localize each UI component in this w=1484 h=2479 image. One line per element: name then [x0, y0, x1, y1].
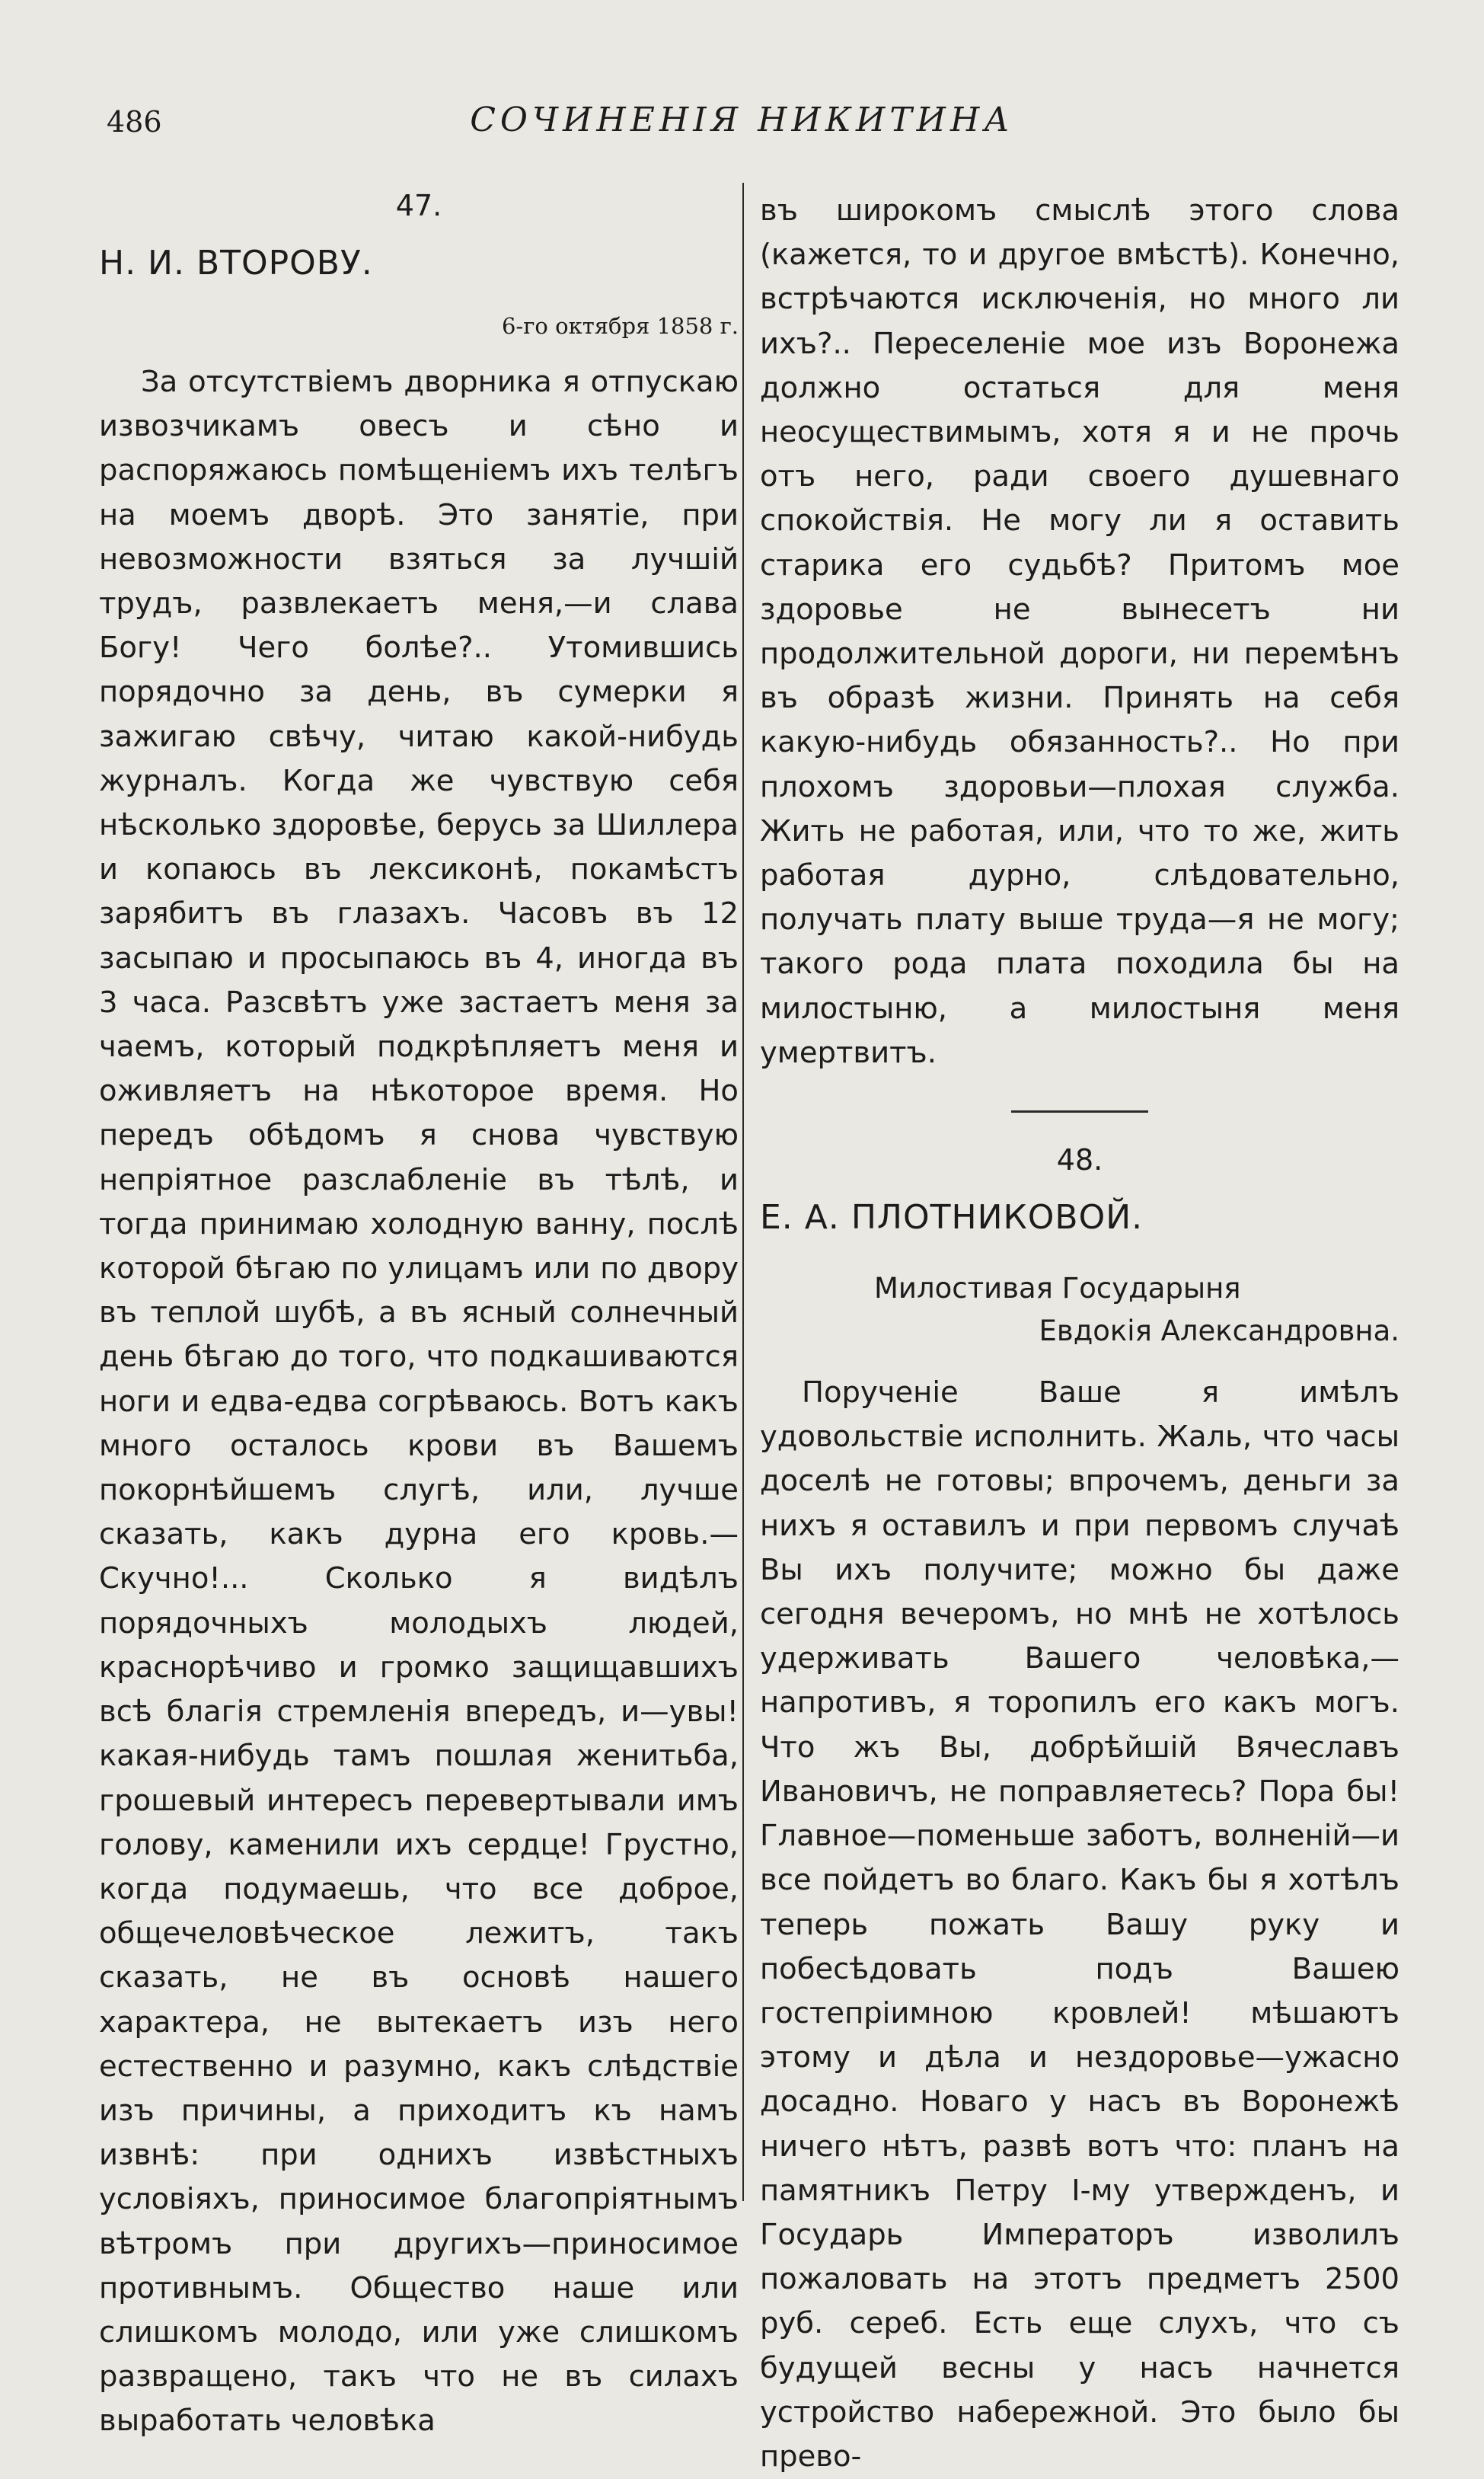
- letter-addressee: Е. А. ПЛОТНИКОВОЙ.: [760, 1198, 1144, 1238]
- salutation-line: Милостивая Государыня: [874, 1272, 1241, 1305]
- page-number: 486: [107, 105, 162, 139]
- running-title: СОЧИНЕНІЯ НИКИТИНА: [470, 101, 1014, 139]
- letter-body: Порученіе Ваше я имѣлъ удовольствіе исполнить. Жаль, что часы доселѣ не готовы; впрочемъ, деньги за нихъ я оставилъ и при первомъ случаѣ Вы ихъ получите; можно бы даже сегодня вечеромъ, но мнѣ не хотѣлось удерживать Вашего человѣка,—напротивъ, я торопилъ его какъ могъ. Что жъ Вы, добрѣйшій Вячеславъ Ивановичъ, не поправляетесь? Пора бы! Главное—поменьше заботъ, волненій—и все пойдетъ во благо. Какъ бы я хотѣлъ теперь пожать Вашу руку и побесѣдовать подъ Вашею гостепріимною кровлей! мѣшаютъ этому и дѣла и нездоровье—ужасно досадно. Новаго у насъ въ Воронежѣ ничего нѣтъ, развѣ вотъ что: планъ на памятникъ Петру I-му утвержденъ, и Государь Императоръ изволилъ пожаловать на этотъ предметъ 2500 руб. сереб. Есть еще слухъ, что съ будущей весны у насъ начнется устройство набережной. Это было бы прево-: [760, 1375, 1399, 2474]
- letter-date: 6-го октября 1858 г.: [501, 313, 739, 339]
- letter-continuation: въ широкомъ смыслѣ этого слова (кажется, то и другое вмѣстѣ). Конечно, встрѣчаются исключенія, но много ли ихъ?.. Переселеніе мое изъ Воронежа должно остаться для меня неосуществимымъ, хотя я и не прочь отъ него, ради своего душевнаго спокойствія. Не могу ли я оставить старика его судьбѣ? Притомъ мое здоровье не вынесетъ ни продолжительной дороги, ни перемѣнъ въ образѣ жизни. Принять на себя какую-нибудь обязанность?.. Но при плохомъ здоровьи—плохая служба. Жить не работая, или, что то же, жить работая дурно, слѣдовательно, получать плату выше труда—я не могу; такого рода плата походила бы на милостыню, а милостыня меня умертвитъ.: [760, 193, 1399, 1070]
- right-column: [760, 189, 1399, 2479]
- salutation: [760, 1267, 1399, 1353]
- letter-number-48: 48.: [1056, 1143, 1103, 1177]
- letter-addressee: Н. И. ВТОРОВУ.: [99, 244, 373, 283]
- letter-number-47: 47.: [395, 189, 442, 222]
- column-divider: [742, 183, 744, 2201]
- left-column: [99, 189, 739, 2444]
- letter-body: За отсутствіемъ дворника я отпускаю извозчикамъ овесъ и сѣно и распоряжаюсь помѣщеніемъ ихъ телѣгъ на моемъ дворѣ. Это занятіе, при невозможности взяться за лучшій трудъ, развлекаетъ меня,—и слава Богу! Чего болѣе?.. Утомившись порядочно за день, въ сумерки я зажигаю свѣчу, читаю какой-нибудь журналъ. Когда же чувствую себя нѣсколько здоровѣе, берусь за Шиллера и копаюсь въ лексиконѣ, покамѣстъ зарябитъ въ глазахъ. Часовъ въ 12 засыпаю и просыпаюсь въ 4, иногда въ 3 часа. Разсвѣтъ уже застаетъ меня за чаемъ, который подкрѣпляетъ меня и оживляетъ на нѣкоторое время. Но передъ обѣдомъ я снова чувствую непріятное разслабленіе въ тѣлѣ, и тогда принимаю холодную ванну, послѣ которой бѣгаю по улицамъ или по двору въ теплой шубѣ, а въ ясный солнечный день бѣгаю до того, что подкашиваются ноги и едва-едва согрѣваюсь. Вотъ какъ много осталось крови въ Вашемъ покорнѣйшемъ слугѣ, или, лучше сказать, какъ дурна его кровь.—Скучно!... Сколько я видѣлъ порядочныхъ молодыхъ людей, краснорѣчиво и громко защищавшихъ всѣ благія стремленія впередъ, и—увы! какая-нибудь тамъ пошлая женитьба, грошевый интересъ перевертывали имъ голову, каменили ихъ сердце! Грустно, когда подумаешь, что все доброе, общечеловѣческое лежитъ, такъ сказать, не въ основѣ нашего характера, не вытекаетъ изъ него естественно и разумно, какъ слѣдствіе изъ причины, а приходитъ къ намъ извнѣ: при однихъ извѣстныхъ условіяхъ, приносимое благопріятнымъ вѣтромъ при другихъ—приносимое противнымъ. Общество наше или слишкомъ молодо, или уже слишкомъ развращено, такъ что не въ силахъ выработать человѣка: [99, 365, 739, 2439]
- section-separator: [1011, 1110, 1148, 1113]
- salutation-line: Евдокія Александровна.: [1039, 1315, 1399, 1348]
